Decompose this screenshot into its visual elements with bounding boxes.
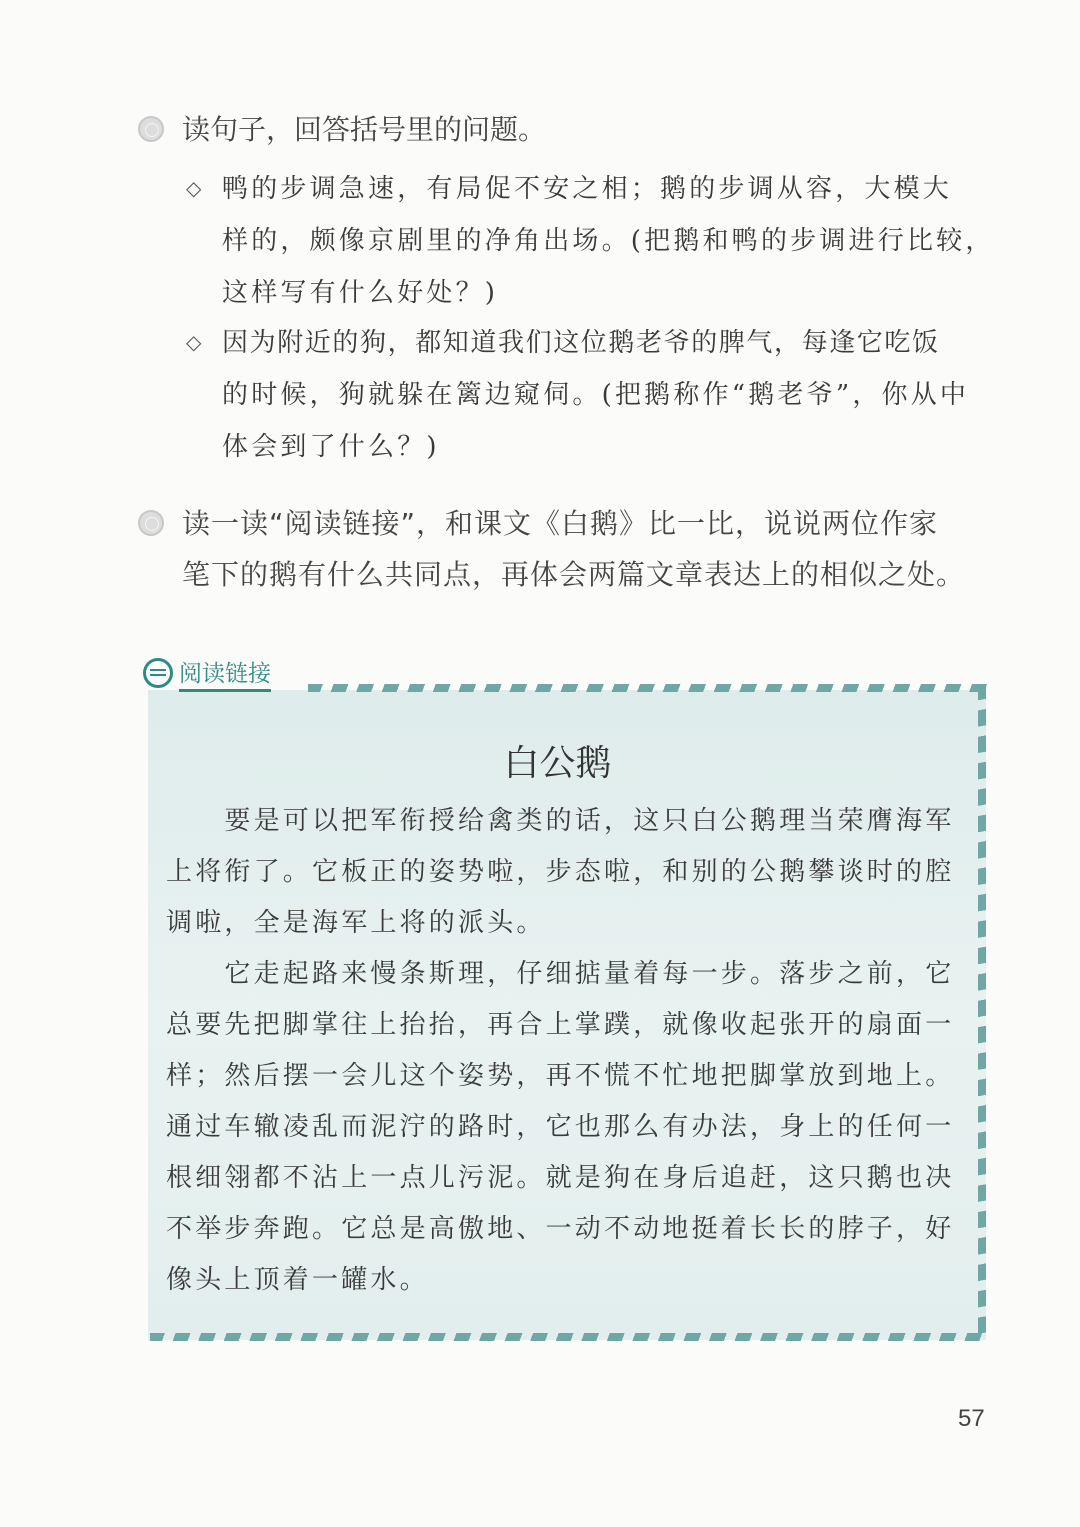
passage-line: 像头上顶着一罐水。 (166, 1265, 429, 1295)
reading-link-header (143, 656, 271, 690)
passage-line: 上将衔了。它板正的姿势啦，步态啦，和别的公鹅攀谈时的腔 (166, 857, 955, 887)
dashed-border (150, 1333, 986, 1341)
passage-line: 样；然后摆一会儿这个姿势，再不慌不忙地把脚掌放到地上。 (166, 1061, 955, 1091)
sentence-1-line: 鸭的步调急速，有局促不安之相；鹅的步调从容，大模大 (222, 174, 953, 204)
passage-line: 它走起路来慢条斯理，仔细掂量着每一步。落步之前，它 (166, 959, 955, 989)
question-2-line: 读一读“阅读链接”，和课文《白鹅》比一比，说说两位作家 (182, 507, 939, 540)
exercise-badge-icon (138, 116, 164, 142)
sentence-2-line: 因为附近的狗，都知道我们这位鹅老爷的脾气，每逢它吃饭 (222, 328, 940, 358)
passage-title: 白公鹅 (503, 743, 612, 784)
passage-line: 不举步奔跑。它总是高傲地、一动不动地挺着长长的脖子，好 (166, 1214, 955, 1244)
exercise-badge-icon (138, 510, 164, 536)
bullet-diamond-icon: ◇ (186, 330, 202, 354)
passage-line: 根细翎都不沾上一点儿污泥。就是狗在身后追赶，这只鹅也决 (166, 1163, 955, 1193)
sentence-1-line: 这样写有什么好处？) (222, 278, 499, 308)
sentence-1-line: 样的，颇像京剧里的净角出场。(把鹅和鸭的步调进行比较， (222, 226, 995, 256)
question-2-line: 笔下的鹅有什么共同点，再体会两篇文章表达上的相似之处。 (182, 558, 966, 591)
passage-line: 总要先把脚掌往上抬抬，再合上掌蹼，就像收起张开的扇面一 (166, 1010, 955, 1040)
bullet-diamond-icon: ◇ (186, 176, 202, 200)
reading-link-label: 阅读链接 (179, 655, 271, 692)
question-1: 读句子，回答括号里的问题。 (182, 113, 547, 146)
page-number: 57 (958, 1405, 985, 1432)
sentence-2-line: 体会到了什么？) (222, 432, 440, 462)
sentence-2-line: 的时候，狗就躲在篱边窥伺。(把鹅称作“鹅老爷”，你从中 (222, 380, 970, 410)
passage-line: 要是可以把军衔授给禽类的话，这只白公鹅理当荣膺海军 (166, 806, 955, 836)
dashed-border (308, 684, 988, 692)
passage-line: 调啦，全是海军上将的派头。 (166, 908, 546, 938)
passage-line: 通过车辙凌乱而泥泞的路时，它也那么有办法，身上的任何一 (166, 1112, 955, 1142)
reading-link-icon (143, 658, 173, 688)
